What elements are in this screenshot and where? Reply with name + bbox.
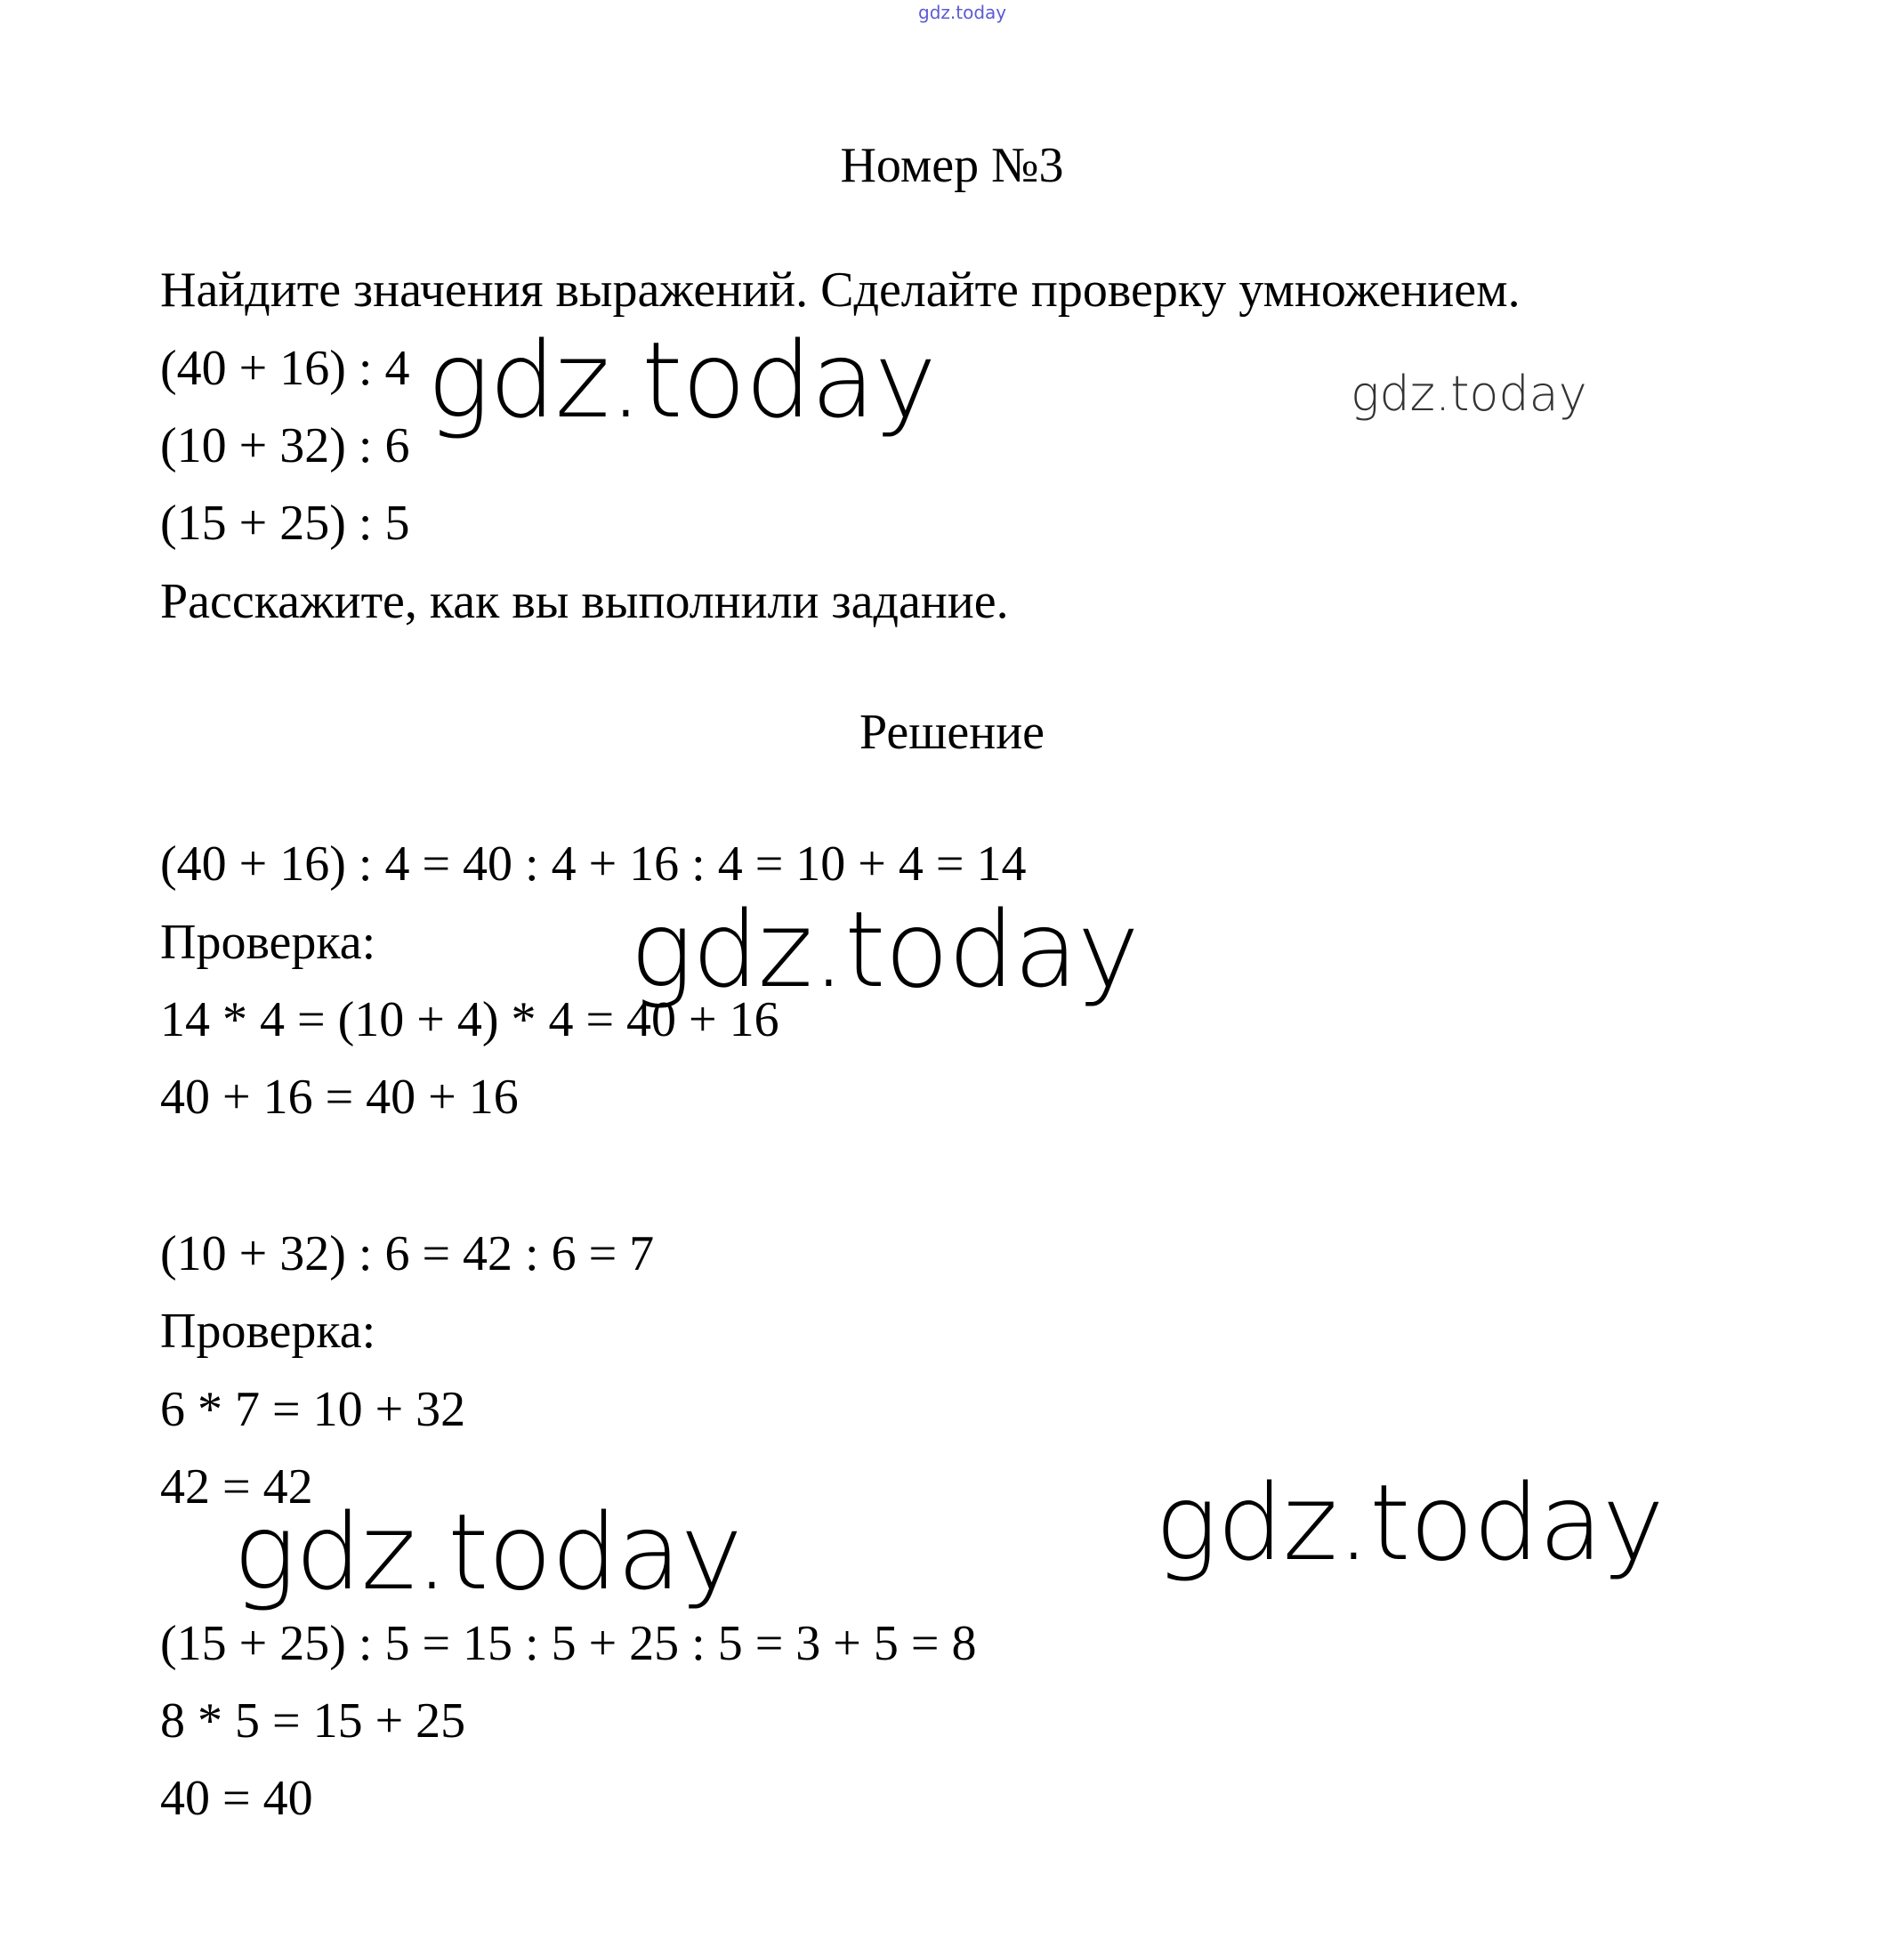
watermark-5: gdz.today bbox=[233, 1491, 742, 1613]
solution-3-line-2: 8 * 5 = 15 + 25 bbox=[160, 1693, 466, 1749]
watermark-2: gdz.today bbox=[1351, 366, 1587, 422]
top-watermark: gdz.today bbox=[918, 2, 1007, 23]
solution-1-check-label: Проверка: bbox=[160, 915, 376, 970]
solution-2-check-label: Проверка: bbox=[160, 1304, 376, 1359]
solution-heading: Решение bbox=[859, 705, 1045, 760]
task-expression-1: (40 + 16) : 4 bbox=[160, 341, 410, 396]
task-instruction: Найдите значения выражений. Сделайте проверку умножением. bbox=[160, 263, 1521, 318]
solution-1-line-3: 40 + 16 = 40 + 16 bbox=[160, 1070, 519, 1125]
watermark-4: gdz.today bbox=[1155, 1461, 1664, 1584]
solution-1-line-1: (40 + 16) : 4 = 40 : 4 + 16 : 4 = 10 + 4 = 14 bbox=[160, 836, 1027, 892]
task-question: Расскажите, как вы выполнили задание. bbox=[160, 574, 1009, 629]
watermark-1: gdz.today bbox=[427, 319, 936, 441]
solution-2-line-1: (10 + 32) : 6 = 42 : 6 = 7 bbox=[160, 1226, 655, 1281]
solution-2-line-2: 6 * 7 = 10 + 32 bbox=[160, 1382, 466, 1437]
solution-3-line-3: 40 = 40 bbox=[160, 1771, 313, 1826]
task-expression-3: (15 + 25) : 5 bbox=[160, 496, 410, 551]
task-expression-2: (10 + 32) : 6 bbox=[160, 418, 410, 473]
solution-2-line-3: 42 = 42 bbox=[160, 1459, 313, 1515]
solution-3-line-1: (15 + 25) : 5 = 15 : 5 + 25 : 5 = 3 + 5 = 8 bbox=[160, 1616, 977, 1671]
page-title: Номер №3 bbox=[840, 138, 1064, 193]
watermark-3: gdz.today bbox=[630, 888, 1139, 1011]
solution-1-line-2: 14 * 4 = (10 + 4) * 4 = 40 + 16 bbox=[160, 992, 779, 1047]
